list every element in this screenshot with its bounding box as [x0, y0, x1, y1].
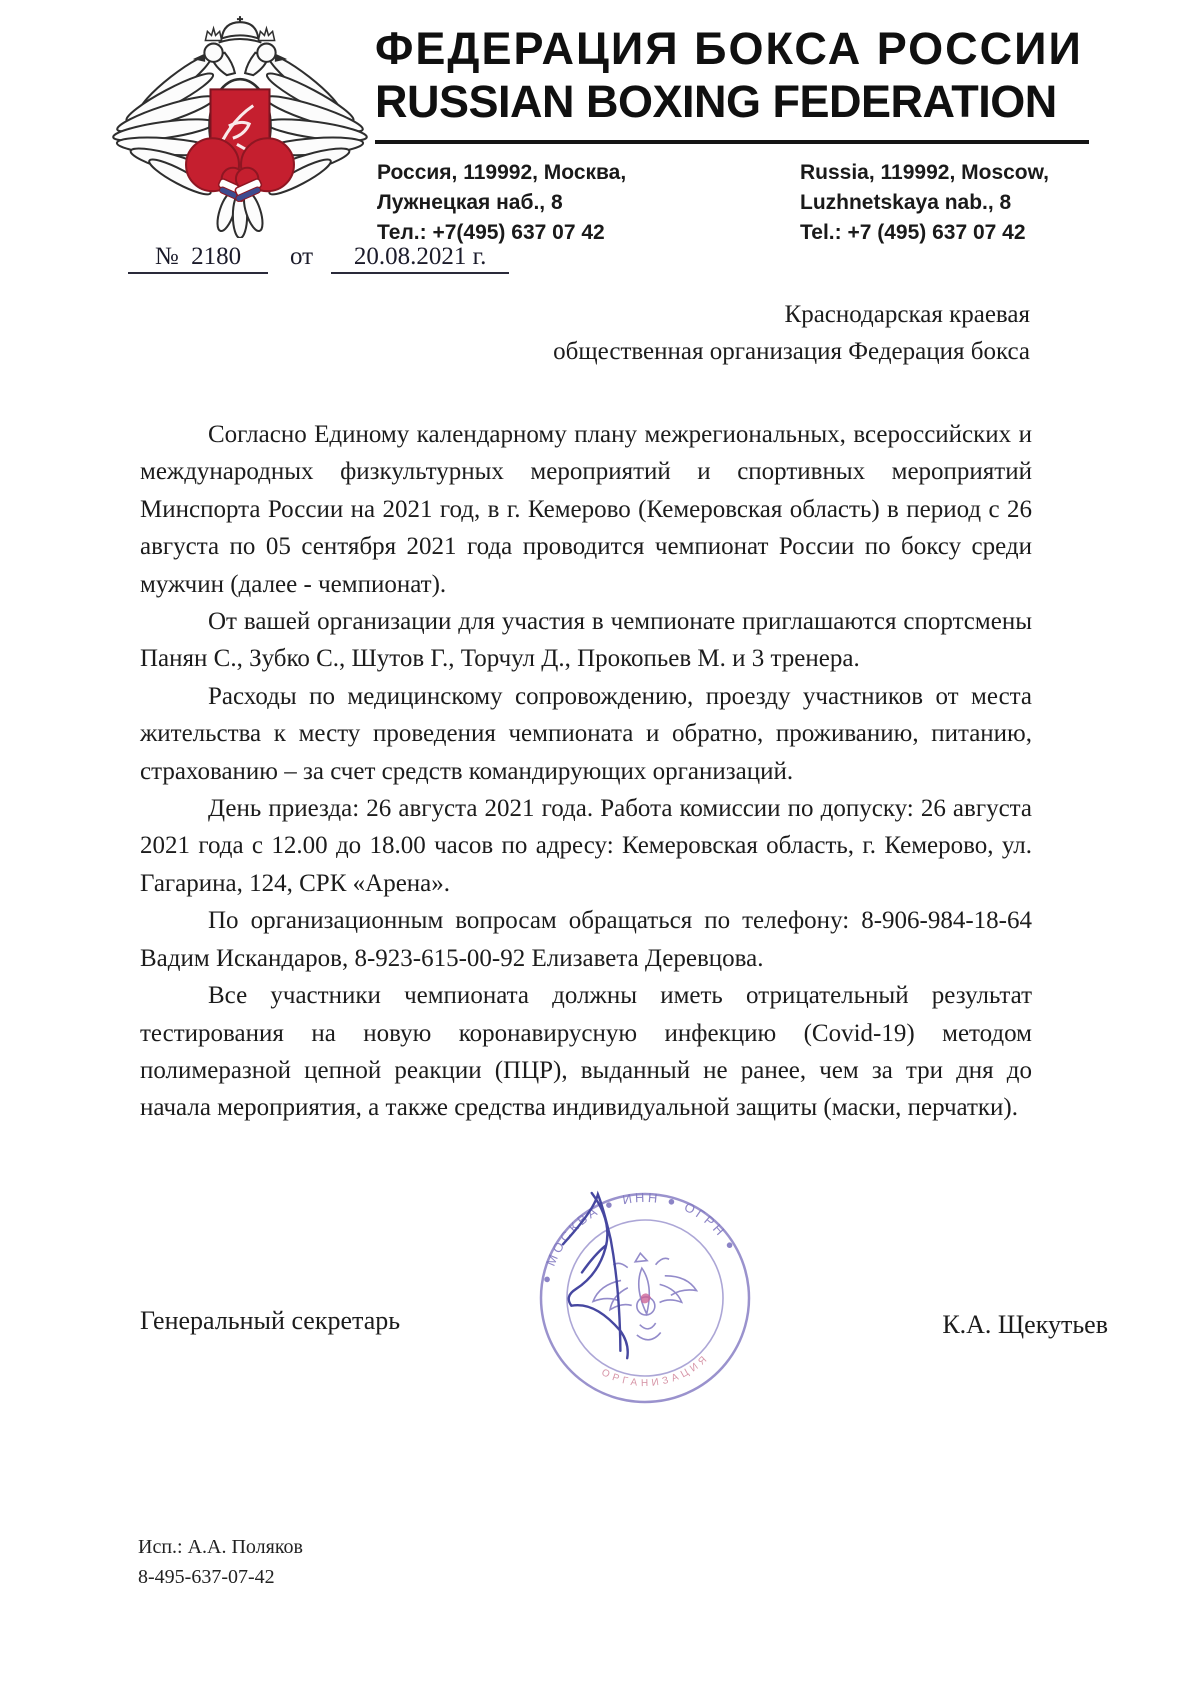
header-divider	[375, 140, 1089, 144]
svg-text:● МОСКВА ● ИНН ● ОГРН ●	[530, 1180, 742, 1286]
address-ru-line: Лужнецкая наб., 8	[377, 191, 563, 214]
address-ru-line: Тел.: +7(495) 637 07 42	[377, 221, 605, 244]
letter-body	[140, 416, 1032, 1127]
federation-title-ru: ФЕДЕРАЦИЯ БОКСА РОССИИ	[375, 23, 1083, 74]
body-paragraph-5: По организационным вопросам обращаться по телефону: 8-906-984-18-64 Вадим Искандаров, 8-923-615-00-92 Елизавета Деревцова.	[140, 907, 1032, 972]
body-paragraph-1: Согласно Единому календарному плану межрегиональных, всероссийских и международных физкультурных мероприятий и спортивных мероприятий Минспорта России на 2021 год, в г. Кемерово (Кемеровская область) в период с 26 августа по 05 сентября 2021 года проводится чемпионат России по боксу среди мужчин (далее - чемпионат).	[140, 421, 1032, 598]
stamp-ring-text: ● МОСКВА ● ИНН ● ОГРН ●	[538, 1189, 741, 1285]
recipient-block	[553, 296, 1030, 370]
address-block-ru	[377, 158, 626, 248]
body-paragraph-2: От вашей организации для участия в чемпионате приглашаются спортсмены Панян С., Зубко С., Шутов Г., Торчул Д., Прокопьев М. и 3 тренера.	[140, 608, 1032, 673]
federation-emblem	[112, 12, 368, 238]
body-paragraph-3: Расходы по медицинскому сопровождению, проезду участников от места жительства к месту проведения чемпионата и обратно, проживанию, питанию, страхованию – за счет средств командирующих организаций.	[140, 682, 1032, 785]
doc-from-label: от	[290, 243, 314, 270]
executor-name: Исп.: А.А. Поляков	[138, 1536, 303, 1558]
address-en-line: Russia, 119992, Moscow,	[800, 161, 1050, 184]
signer-name: К.А. Щекутьев	[942, 1310, 1108, 1339]
address-en-line: Luzhnetskaya nab., 8	[800, 191, 1012, 214]
address-block-en	[800, 158, 1049, 248]
executor-phone: 8-495-637-07-42	[138, 1566, 275, 1588]
round-stamp	[513, 1166, 777, 1430]
body-paragraph-6: Все участники чемпионата должны иметь отрицательный результат тестирования на новую коронавирусную инфекцию (Covid-19) методом полимеразной цепной реакции (ПЦР), выданный не ранее, чем за три дня до начала мероприятия, а также средства индивидуальной защиты (маски, перчатки).	[140, 982, 1032, 1122]
address-en-line: Tel.: +7 (495) 637 07 42	[800, 221, 1026, 244]
body-paragraph-4: День приезда: 26 августа 2021 года. Работа комиссии по допуску: 26 августа 2021 года с 12.00 до 18.00 часов по адресу: Кемеровская область, г. Кемерово, ул. Гагарина, 124, СРК «Арена».	[140, 795, 1032, 897]
doc-meta-row	[128, 243, 509, 274]
recipient-line: общественная организация Федерация бокса	[553, 338, 1030, 365]
federation-title-en: RUSSIAN BOXING FEDERATION	[375, 76, 1057, 127]
signer-title: Генеральный секретарь	[140, 1306, 401, 1335]
address-ru-line: Россия, 119992, Москва,	[377, 161, 627, 184]
footer-block	[138, 1532, 303, 1592]
doc-number: № 2180	[128, 243, 268, 274]
doc-date: 20.08.2021 г.	[331, 243, 509, 274]
recipient-line: Краснодарская краевая	[784, 301, 1030, 328]
stamp-ring-text-inner: ОРГАНИЗАЦИЯ	[599, 1351, 713, 1390]
